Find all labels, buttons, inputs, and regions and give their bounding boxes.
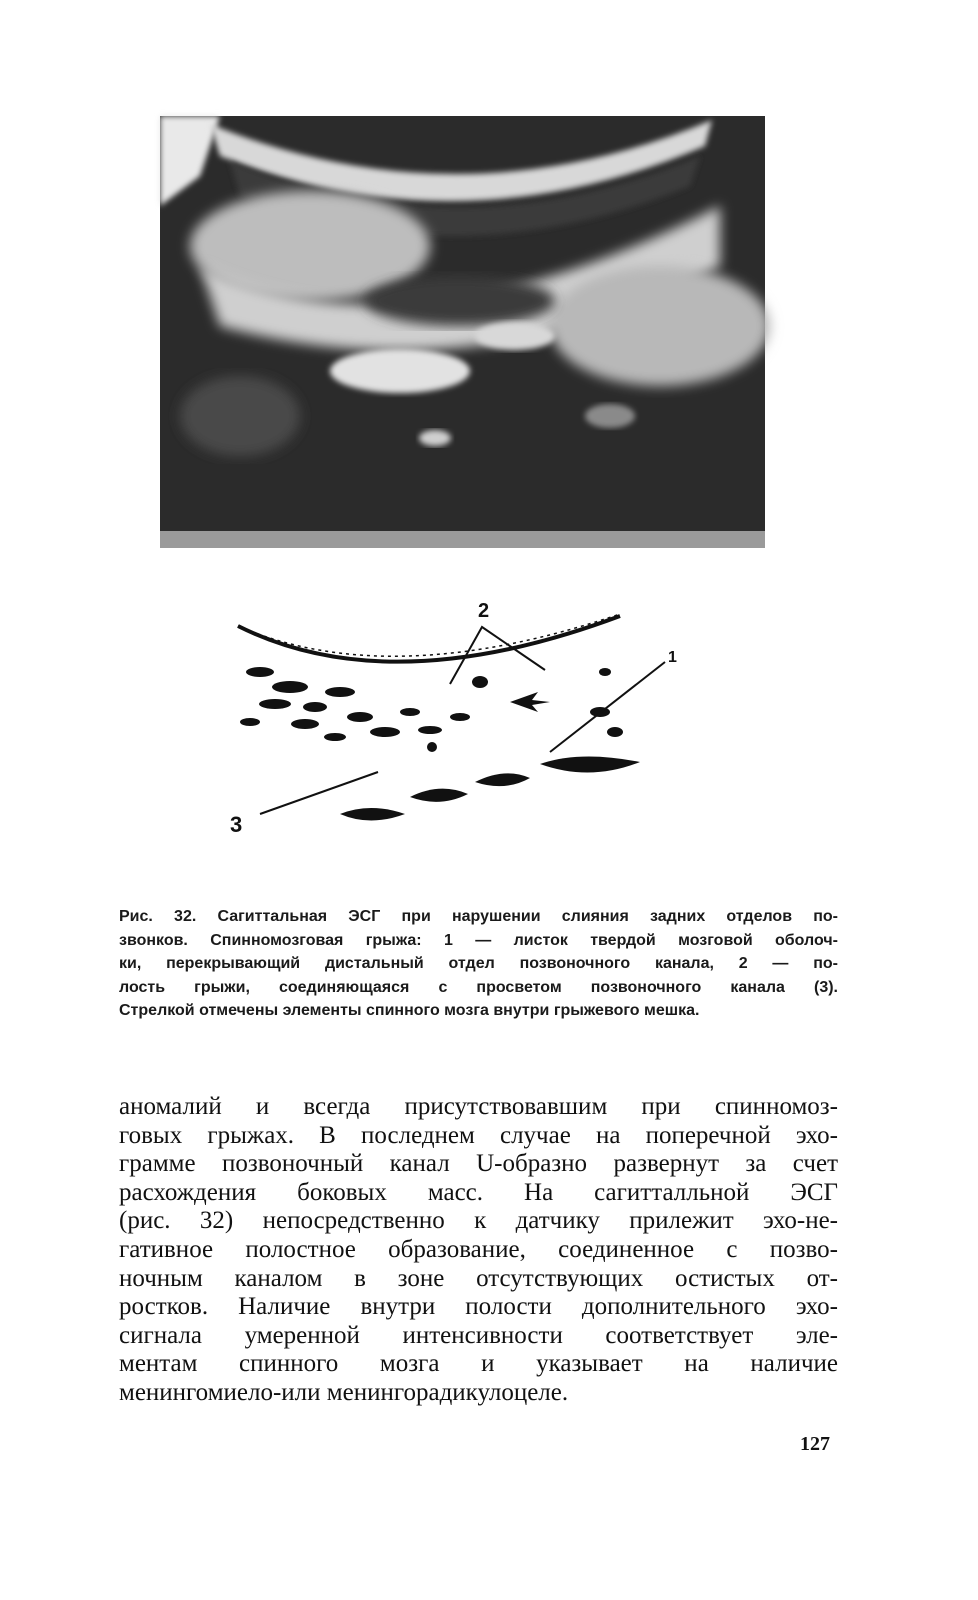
schematic-drawing bbox=[220, 592, 677, 837]
label-3: 3 bbox=[230, 812, 243, 837]
label-2: 2 bbox=[478, 600, 490, 622]
body-line: говых грыжах. В последнем случае на поперечной эхо- bbox=[119, 1121, 838, 1149]
body-line: менингомиело-или менингорадикулоцеле. bbox=[119, 1378, 569, 1406]
body-line: ночным каналом в зоне отсутствующих остистых от- bbox=[119, 1264, 838, 1292]
body-line: расхождения боковых масс. На сагитталльной ЭСГ bbox=[119, 1178, 838, 1206]
ultrasound-image bbox=[160, 116, 765, 548]
label-1: 1 bbox=[668, 649, 677, 666]
body-line: ментам спинного мозга и указывает на наличие bbox=[119, 1350, 838, 1378]
caption-line: лость грыжи, соединяющаяся с просветом позвоночного канала (3). bbox=[119, 978, 838, 996]
dura-arc bbox=[238, 616, 620, 662]
caption-line: Рис. 32. Сагиттальная ЭСГ при нарушении слияния задних отделов по- bbox=[119, 908, 838, 925]
body-line: сигнала умеренной интенсивности соответствует эле- bbox=[119, 1321, 838, 1349]
body-line: грамме позвоночный канал U-образно развернут за счет bbox=[119, 1150, 838, 1178]
caption-line: звонков. Спинномозговая грыжа: 1 — листок твердой мозговой оболоч- bbox=[119, 931, 838, 949]
figure-caption bbox=[119, 905, 838, 1023]
vertebral-echoes bbox=[340, 756, 640, 820]
caption-line: ки, перекрывающий дистальный отдел позвоночного канала, 2 — по- bbox=[119, 955, 838, 972]
body-line: аномалий и всегда присутствовавшим при спинномоз- bbox=[119, 1093, 838, 1120]
body-line: гативное полостное образование, соединенное с позво- bbox=[119, 1235, 838, 1263]
body-line: (рис. 32) непосредственно к датчику прилежит эхо-не- bbox=[119, 1207, 838, 1235]
body-paragraph bbox=[119, 1093, 838, 1408]
body-line: ростков. Наличие внутри полости дополнительного эхо- bbox=[119, 1293, 838, 1321]
page-number: 127 bbox=[800, 1433, 830, 1455]
arrow-icon bbox=[510, 692, 550, 712]
caption-line: Стрелкой отмечены элементы спинного мозга внутри грыжевого мешка. bbox=[119, 1002, 700, 1019]
